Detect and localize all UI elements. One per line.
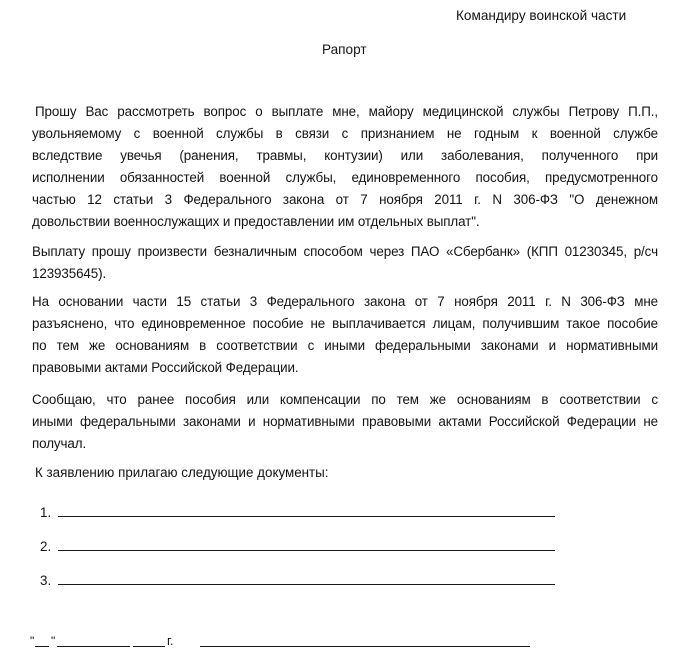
attachment-item: [40, 534, 555, 554]
paragraph-line: правовыми актами Российской Федерации.: [32, 360, 299, 375]
attachments-intro: К заявлению прилагаю следующие документы:: [35, 465, 329, 480]
date-signature-row: [30, 634, 550, 654]
year-suffix: г.: [167, 634, 174, 648]
attachment-field[interactable]: [58, 502, 555, 517]
paragraph-line: На основании части 15 статьи 3 Федерального закона от 7 ноября 2011 г. N 306-ФЗ мне: [32, 294, 658, 309]
paragraph-line: увольняемому с военной службы в связи с признанием не годным к военной службе: [32, 126, 658, 141]
paragraph-line: исполнении обязанностей военной службы, единовременного пособия, предусмотренного: [32, 170, 658, 185]
signature-field[interactable]: [200, 646, 530, 647]
paragraph-line: разъяснено, что единовременное пособие не выплачивается лицам, получившим такое пособие: [32, 316, 658, 331]
paragraph-line: частью 12 статьи 3 Федерального закона от 7 ноября 2011 г. N 306-ФЗ "О денежном: [32, 192, 658, 207]
attachment-field[interactable]: [58, 536, 555, 551]
paragraph-line: Выплату прошу произвести безналичным способом через ПАО «Сбербанк» (КПП 01230345, р/сч: [32, 244, 658, 259]
paragraph-explanation: [32, 291, 658, 379]
addressee: Командиру воинской части: [456, 8, 627, 23]
date-open-quote: ": [30, 634, 35, 648]
paragraph-line: Сообщаю, что ранее пособия или компенсации по тем же основаниям в соответствии с: [32, 392, 658, 407]
month-field[interactable]: [57, 646, 130, 647]
paragraph-declaration: [32, 389, 658, 455]
attachment-item: [40, 500, 555, 520]
year-field[interactable]: [133, 646, 165, 647]
paragraph-line: получал.: [32, 436, 87, 451]
paragraph-line: 123935645).: [32, 266, 107, 281]
paragraph-line: по тем же основаниям в соответствии с иными федеральными законами и нормативными: [32, 338, 658, 353]
paragraph-request: [32, 101, 658, 233]
paragraph-line: вследствие увечья (ранения, травмы, контузии) или заболевания, полученного при: [32, 148, 658, 163]
paragraph-payment-method: [32, 241, 658, 285]
date-close-quote: ": [51, 634, 56, 648]
attachment-number: 2.: [40, 539, 52, 554]
attachment-number: 3.: [40, 573, 52, 588]
paragraph-line: иными федеральными законами и нормативными правовыми актами Российской Федерации не: [32, 414, 658, 429]
day-field[interactable]: [35, 646, 49, 647]
attachment-item: [40, 568, 555, 588]
attachment-number: 1.: [40, 505, 52, 520]
paragraph-line: довольствии военнослужащих и предоставлении им отдельных выплат".: [32, 214, 480, 229]
document-title: Рапорт: [322, 42, 367, 57]
attachment-field[interactable]: [58, 570, 555, 585]
paragraph-line: Прошу Вас рассмотреть вопрос о выплате мне, майору медицинской службы Петрову П.П.,: [35, 104, 658, 119]
